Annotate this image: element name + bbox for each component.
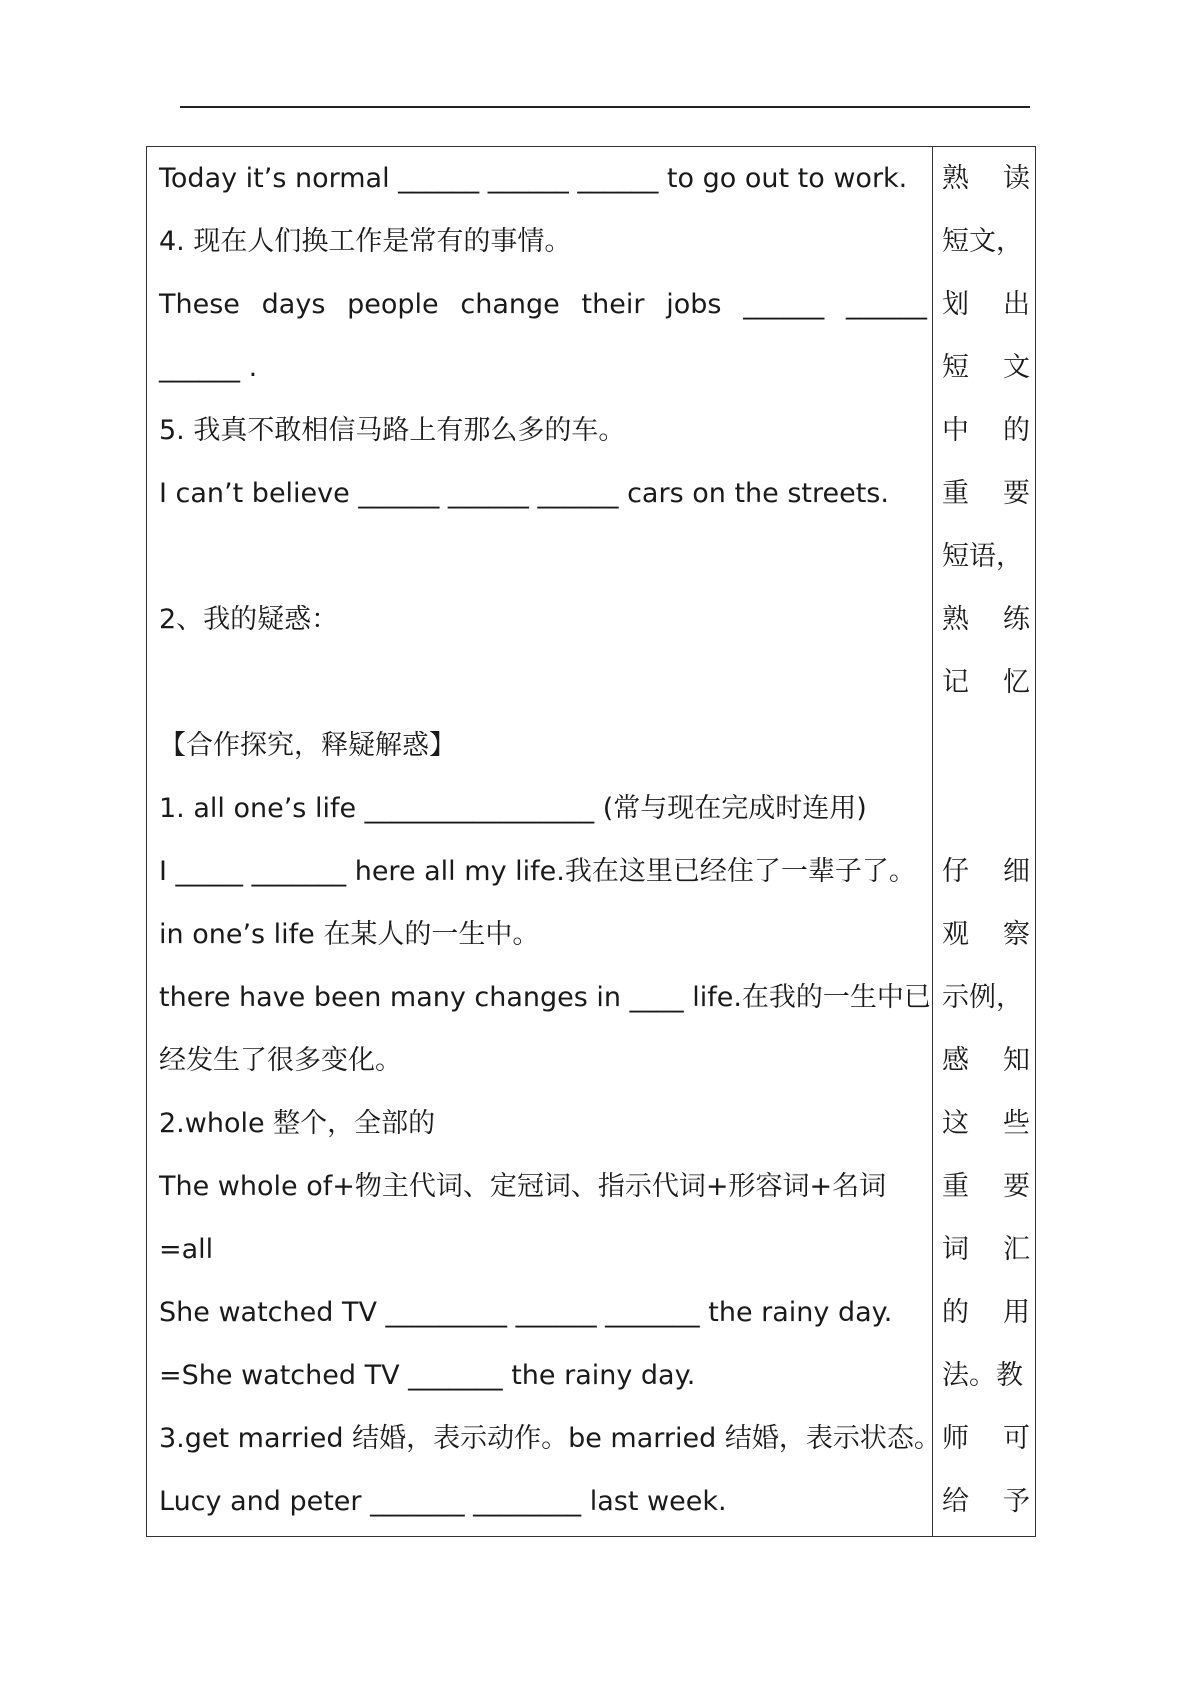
side-note-char: 中 <box>942 415 969 446</box>
side-note-char: 知 <box>1003 1045 1030 1076</box>
side-note-line: 短语， <box>942 541 1023 572</box>
word: their <box>581 289 645 320</box>
side-note-char: 可 <box>1003 1423 1030 1454</box>
side-note-char: 些 <box>1003 1108 1030 1139</box>
side-note-char: 忆 <box>1003 667 1030 698</box>
side-note-char: 师 <box>942 1423 969 1454</box>
side-note-char: 的 <box>1003 415 1030 446</box>
side-note-line <box>942 840 1030 903</box>
side-note-char: 予 <box>1003 1486 1030 1517</box>
word: days <box>261 289 326 320</box>
text-line: I _____ _______ here all my life.我在这里已经住了一辈子了。 <box>159 856 916 887</box>
side-note-char: 练 <box>1003 604 1030 635</box>
side-note-char: 给 <box>942 1486 969 1517</box>
side-note-char: 仔 <box>942 856 969 887</box>
word: change <box>460 289 560 320</box>
side-note-line <box>942 273 1030 336</box>
blank: ______ <box>845 289 927 320</box>
side-note-line <box>942 1029 1030 1092</box>
side-note-char: 重 <box>942 478 969 509</box>
text-line: 1. all one’s life _________________ (常与现在完成时连用) <box>159 793 867 824</box>
text-line: in one’s life 在某人的一生中。 <box>159 919 540 950</box>
section-heading: 【合作探究，释疑解惑】 <box>159 730 456 761</box>
side-note-line <box>942 462 1030 525</box>
text-line: 经发生了很多变化。 <box>159 1045 402 1076</box>
side-note-char: 感 <box>942 1045 969 1076</box>
side-note-char: 用 <box>1003 1297 1030 1328</box>
side-note-char: 要 <box>1003 1171 1030 1202</box>
text-line: I can’t believe ______ ______ ______ cars on the streets. <box>159 478 889 509</box>
side-note-char: 这 <box>942 1108 969 1139</box>
side-note-char: 的 <box>942 1297 969 1328</box>
text-line: The whole of+物主代词、定冠词、指示代词+形容词+名词 <box>159 1171 887 1202</box>
side-note-line <box>942 147 1030 210</box>
side-note-char: 读 <box>1003 163 1030 194</box>
text-line: 4. 现在人们换工作是常有的事情。 <box>159 226 572 257</box>
side-note-char: 重 <box>942 1171 969 1202</box>
side-note-line <box>942 714 1030 777</box>
text-line: She watched TV _________ ______ _______ the rainy day. <box>159 1297 893 1328</box>
side-note-line <box>942 1470 1030 1533</box>
side-note-char: 细 <box>1003 856 1030 887</box>
text-line: Lucy and peter _______ ________ last week. <box>159 1486 727 1517</box>
side-note-char: 划 <box>942 289 969 320</box>
text-line: ______ . <box>159 352 258 383</box>
text-line: =all <box>159 1234 214 1265</box>
side-note-char: 观 <box>942 919 969 950</box>
column-divider <box>932 147 933 1536</box>
header-rule <box>180 106 1030 108</box>
blank: ______ <box>743 289 825 320</box>
side-note-char: 熟 <box>942 163 969 194</box>
text-line-justified <box>159 273 927 336</box>
text-line: Today it’s normal ______ ______ ______ to go out to work. <box>159 163 908 194</box>
side-note-line <box>942 903 1030 966</box>
side-note-char: 短 <box>942 352 969 383</box>
side-note-line <box>942 651 1030 714</box>
side-note-char: 记 <box>942 667 969 698</box>
side-note-line <box>942 336 1030 399</box>
side-note-line <box>942 1092 1030 1155</box>
worksheet-table <box>146 146 1036 1537</box>
side-note-line: 短文， <box>942 226 1023 257</box>
side-note-line <box>942 777 1030 840</box>
text-line: 2.whole 整个，全部的 <box>159 1108 436 1139</box>
side-note-line: 法。教 <box>942 1360 1023 1391</box>
text-line: 3.get married 结婚，表示动作。be married 结婚，表示状态。 <box>159 1423 941 1454</box>
side-note-line <box>942 1281 1030 1344</box>
side-note-char: 察 <box>1003 919 1030 950</box>
word: people <box>347 289 439 320</box>
side-note-line <box>942 1407 1030 1470</box>
text-line: =She watched TV _______ the rainy day. <box>159 1360 696 1391</box>
side-note-char: 词 <box>942 1234 969 1265</box>
side-note-char: 出 <box>1003 289 1030 320</box>
word: jobs <box>666 289 722 320</box>
text-line: there have been many changes in ____ life.在我的一生中已 <box>159 982 931 1013</box>
side-note-line <box>942 1218 1030 1281</box>
side-note-line: 示例， <box>942 982 1023 1013</box>
side-note-char: 要 <box>1003 478 1030 509</box>
side-note-line <box>942 1155 1030 1218</box>
side-note-char: 熟 <box>942 604 969 635</box>
side-note-char: 汇 <box>1003 1234 1030 1265</box>
word: These <box>159 289 240 320</box>
side-note-line <box>942 588 1030 651</box>
side-note-char: 文 <box>1003 352 1030 383</box>
section-heading: 2、我的疑惑： <box>159 604 339 635</box>
text-line: 5. 我真不敢相信马路上有那么多的车。 <box>159 415 626 446</box>
side-note-line <box>942 399 1030 462</box>
